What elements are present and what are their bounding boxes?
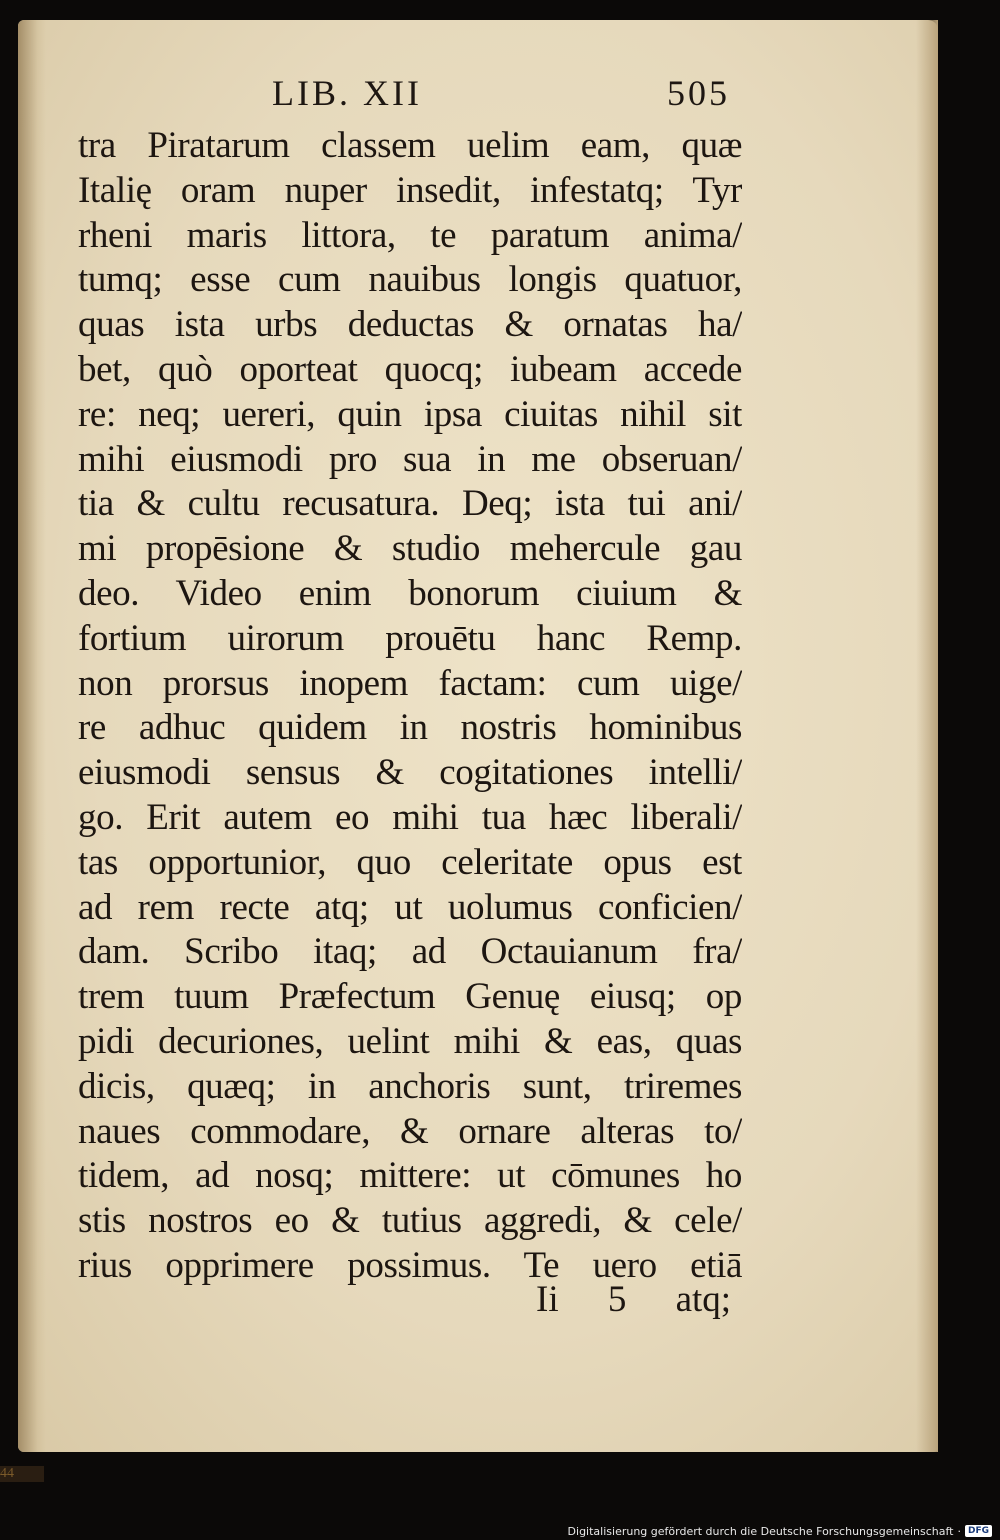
text-line: rius opprimere possimus. Te uero etiā bbox=[78, 1244, 742, 1286]
text-line: pidi decuriones, uelint mihi & eas, quas bbox=[78, 1020, 742, 1062]
body-text-block bbox=[78, 124, 742, 1289]
text-line: tas opportunior, quo celeritate opus est bbox=[78, 841, 742, 883]
page-gutter-shadow bbox=[18, 20, 46, 1452]
text-line: eiusmodi sensus & cogitationes intelli/ bbox=[78, 752, 742, 794]
page-fore-edge bbox=[916, 20, 938, 1452]
text-line: Italię oram nuper insedit, infestatq; Tyr bbox=[78, 169, 742, 211]
text-line: bet, quò oporteat quocq; iubeam accede bbox=[78, 348, 742, 390]
running-title: LIB. XII bbox=[272, 73, 422, 113]
folio-number: 505 bbox=[667, 73, 730, 113]
text-line: stis nostros eo & tutius aggredi, & cele/ bbox=[78, 1200, 742, 1242]
text-line: dam. Scribo itaq; ad Octauianum fra/ bbox=[78, 931, 742, 973]
text-line: re: neq; uereri, quin ipsa ciuitas nihil sit bbox=[78, 393, 742, 435]
signature-number: 5 bbox=[607, 1279, 627, 1320]
signature-mark: Ii bbox=[536, 1279, 559, 1320]
page-footer-catchline bbox=[536, 1278, 731, 1321]
text-line: mihi eiusmodi pro sua in me obseruan/ bbox=[78, 438, 742, 480]
text-line: fortium uirorum prouētu hanc Remp. bbox=[78, 617, 742, 659]
text-line: deo. Video enim bonorum ciuium & bbox=[78, 572, 742, 614]
dfg-credit-text: Digitalisierung gefördert durch die Deutsche Forschungsgemeinschaft bbox=[567, 1524, 954, 1538]
digitization-credit-bar: Digitalisierung gefördert durch die Deutsche Forschungsgemeinschaft · DFG bbox=[568, 1522, 992, 1540]
text-line: naues commodare, & ornare alteras to/ bbox=[78, 1110, 742, 1152]
text-line: go. Erit autem eo mihi tua hæc liberali/ bbox=[78, 796, 742, 838]
text-line: quas ista urbs deductas & ornatas ha/ bbox=[78, 304, 742, 346]
text-line: tidem, ad nosq; mittere: ut cōmunes ho bbox=[78, 1155, 742, 1197]
text-line: trem tuum Præfectum Genuę eiusq; op bbox=[78, 976, 742, 1018]
text-line: tra Piratarum classem uelim eam, quæ bbox=[78, 125, 742, 166]
text-line: dicis, quæq; in anchoris sunt, triremes bbox=[78, 1065, 742, 1107]
text-line: tumq; esse cum nauibus longis quatuor, bbox=[78, 259, 742, 301]
dfg-logo: DFG bbox=[965, 1525, 992, 1537]
text-line: mi propēsione & studio mehercule gau bbox=[78, 528, 742, 570]
catchword: atq; bbox=[675, 1279, 732, 1320]
page-header bbox=[272, 72, 730, 114]
corner-page-mark: 44 bbox=[0, 1466, 44, 1482]
text-line: rheni maris littora, te paratum anima/ bbox=[78, 214, 742, 256]
text-line: ad rem recte atq; ut uolumus conficien/ bbox=[78, 886, 742, 928]
text-line: tia & cultu recusatura. Deq; ista tui ani/ bbox=[78, 483, 742, 525]
text-line: non prorsus inopem factam: cum uige/ bbox=[78, 662, 742, 704]
text-line: re adhuc quidem in nostris hominibus bbox=[78, 707, 742, 749]
